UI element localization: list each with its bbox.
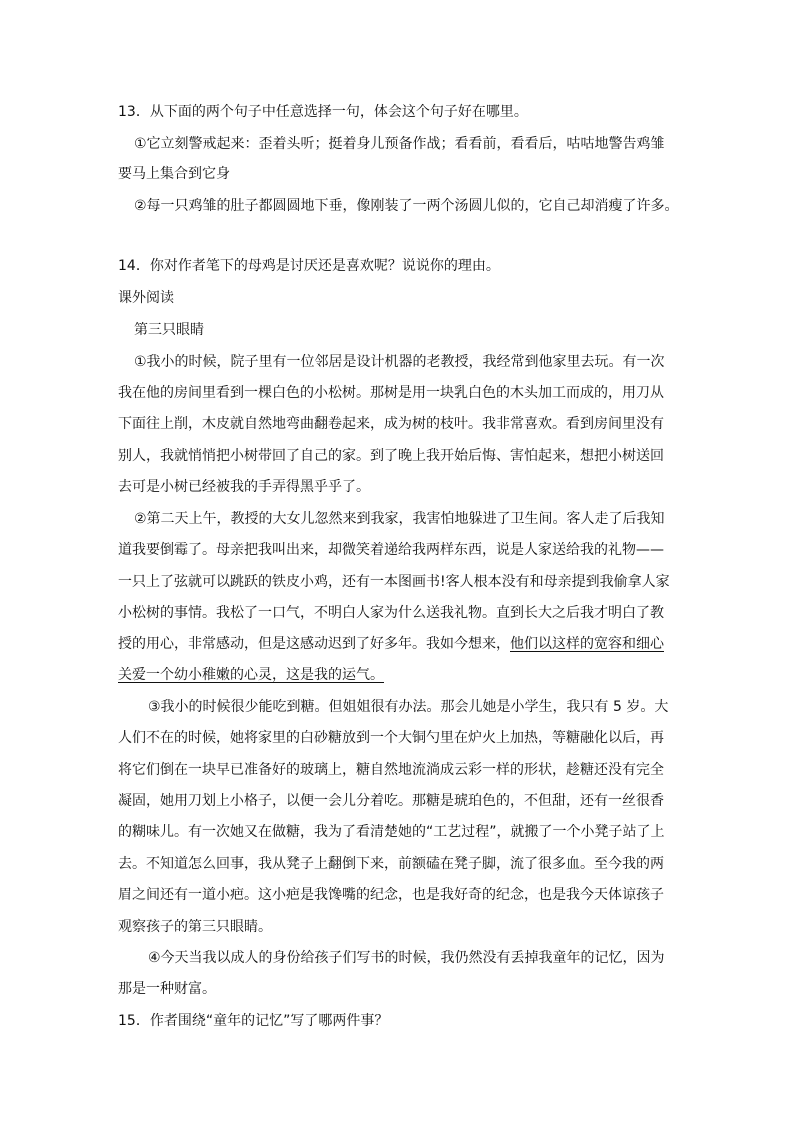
question-13-option-1-line-1: ①它立刻警戒起来：歪着头听；挺着身儿预备作战；看看前，看看后，咕咕地警告鸡雏 [134, 136, 665, 152]
paragraph-3-line: 眉之间还有一道小疤。这小疤是我馋嘴的纪念，也是我好奇的纪念，也是我今天体谅孩子 [118, 887, 664, 903]
paragraph-4-line: 那是一种财富。 [118, 981, 216, 997]
section-label: 课外阅读 [118, 290, 174, 306]
paragraph-3-line: 人们不在的时候，她将家里的白砂糖放到一个大铜勺里在炉火上加热，等糖融化以后，再 [118, 730, 664, 746]
paragraph-2-line: 小松树的事情。我松了一口气，不明白人家为什么送我礼物。直到长大之后我才明白了教 [118, 605, 664, 621]
question-13-prompt: 13．从下面的两个句子中任意选择一句，体会这个句子好在哪里。 [118, 104, 528, 120]
underlined-sentence: 他们以这样的宽容和细心 [510, 636, 664, 652]
paragraph-2-line: 一只上了弦就可以跳跃的铁皮小鸡，还有一本图画书!客人根本没有和母亲提到我偷拿人家 [118, 574, 670, 590]
paragraph-3-line: 将它们倒在一块早已准备好的玻璃上，糖自然地流淌成云彩一样的形状，趁糖还没有完全 [118, 762, 664, 778]
question-13-option-2: ②每一只鸡雏的肚子都圆圆地下垂，像刚装了一两个汤圆儿似的，它自己却消瘦了许多。 [134, 198, 679, 214]
question-13-option-1-line-2: 要马上集合到它身 [118, 166, 230, 182]
question-14-prompt: 14．你对作者笔下的母鸡是讨厌还是喜欢呢？说说你的理由。 [118, 258, 500, 274]
underlined-sentence: 关爱一个幼小稚嫩的心灵，这是我的运气。 [118, 667, 384, 683]
paragraph-1-line: 我在他的房间里看到一棵白色的小松树。那树是用一块乳白色的木头加工而成的，用刀从 [118, 385, 664, 401]
paragraph-1-line: ①我小的时候，院子里有一位邻居是设计机器的老教授，我经常到他家里去玩。有一次 [134, 354, 665, 370]
paragraph-3-line: 凝固，她用刀划上小格子，以便一会儿分着吃。那糖是琥珀色的，不但甜，还有一丝很香 [118, 793, 664, 809]
paragraph-4-line: ④今天当我以成人的身份给孩子们写书的时候，我仍然没有丢掉我童年的记忆，因为 [148, 950, 665, 966]
paragraph-3-line: 观察孩子的第三只眼睛。 [118, 919, 272, 935]
article-title: 第三只眼睛 [134, 322, 204, 338]
paragraph-2-text: 授的用心，非常感动，但是这感动迟到了好多年。我如今想来， [118, 636, 510, 652]
paragraph-3-line: ③我小的时候很少能吃到糖。但姐姐很有办法。那会儿她是小学生，我只有 5 岁。大 [148, 699, 669, 715]
paragraph-2-line: 道我要倒霉了。母亲把我叫出来，却微笑着递给我两样东西，说是人家送给我的礼物—— [118, 542, 664, 558]
paragraph-1-line: 去可是小树已经被我的手弄得黑乎乎了。 [118, 479, 370, 495]
paragraph-3-line: 的糊味儿。有一次她又在做糖，我为了看清楚她的“工艺过程”，就搬了一个小凳子站了上 [118, 824, 665, 840]
paragraph-1-line: 下面往上削，木皮就自然地弯曲翻卷起来，成为树的枝叶。我非常喜欢。看到房间里没有 [118, 416, 664, 432]
question-15-prompt: 15．作者围绕“童年的记忆”写了哪两件事？ [118, 1013, 389, 1029]
paragraph-3-line: 去。不知道怎么回事，我从凳子上翻倒下来，前额磕在凳子脚，流了很多血。至今我的两 [118, 856, 664, 872]
paragraph-2-line: ②第二天上午，教授的大女儿忽然来到我家，我害怕地躲进了卫生间。客人走了后我知 [134, 511, 665, 527]
paragraph-2-line [118, 634, 678, 654]
paragraph-1-line: 别人，我就悄悄把小树带回了自己的家。到了晚上我开始后悔、害怕起来，想把小树送回 [118, 448, 664, 464]
